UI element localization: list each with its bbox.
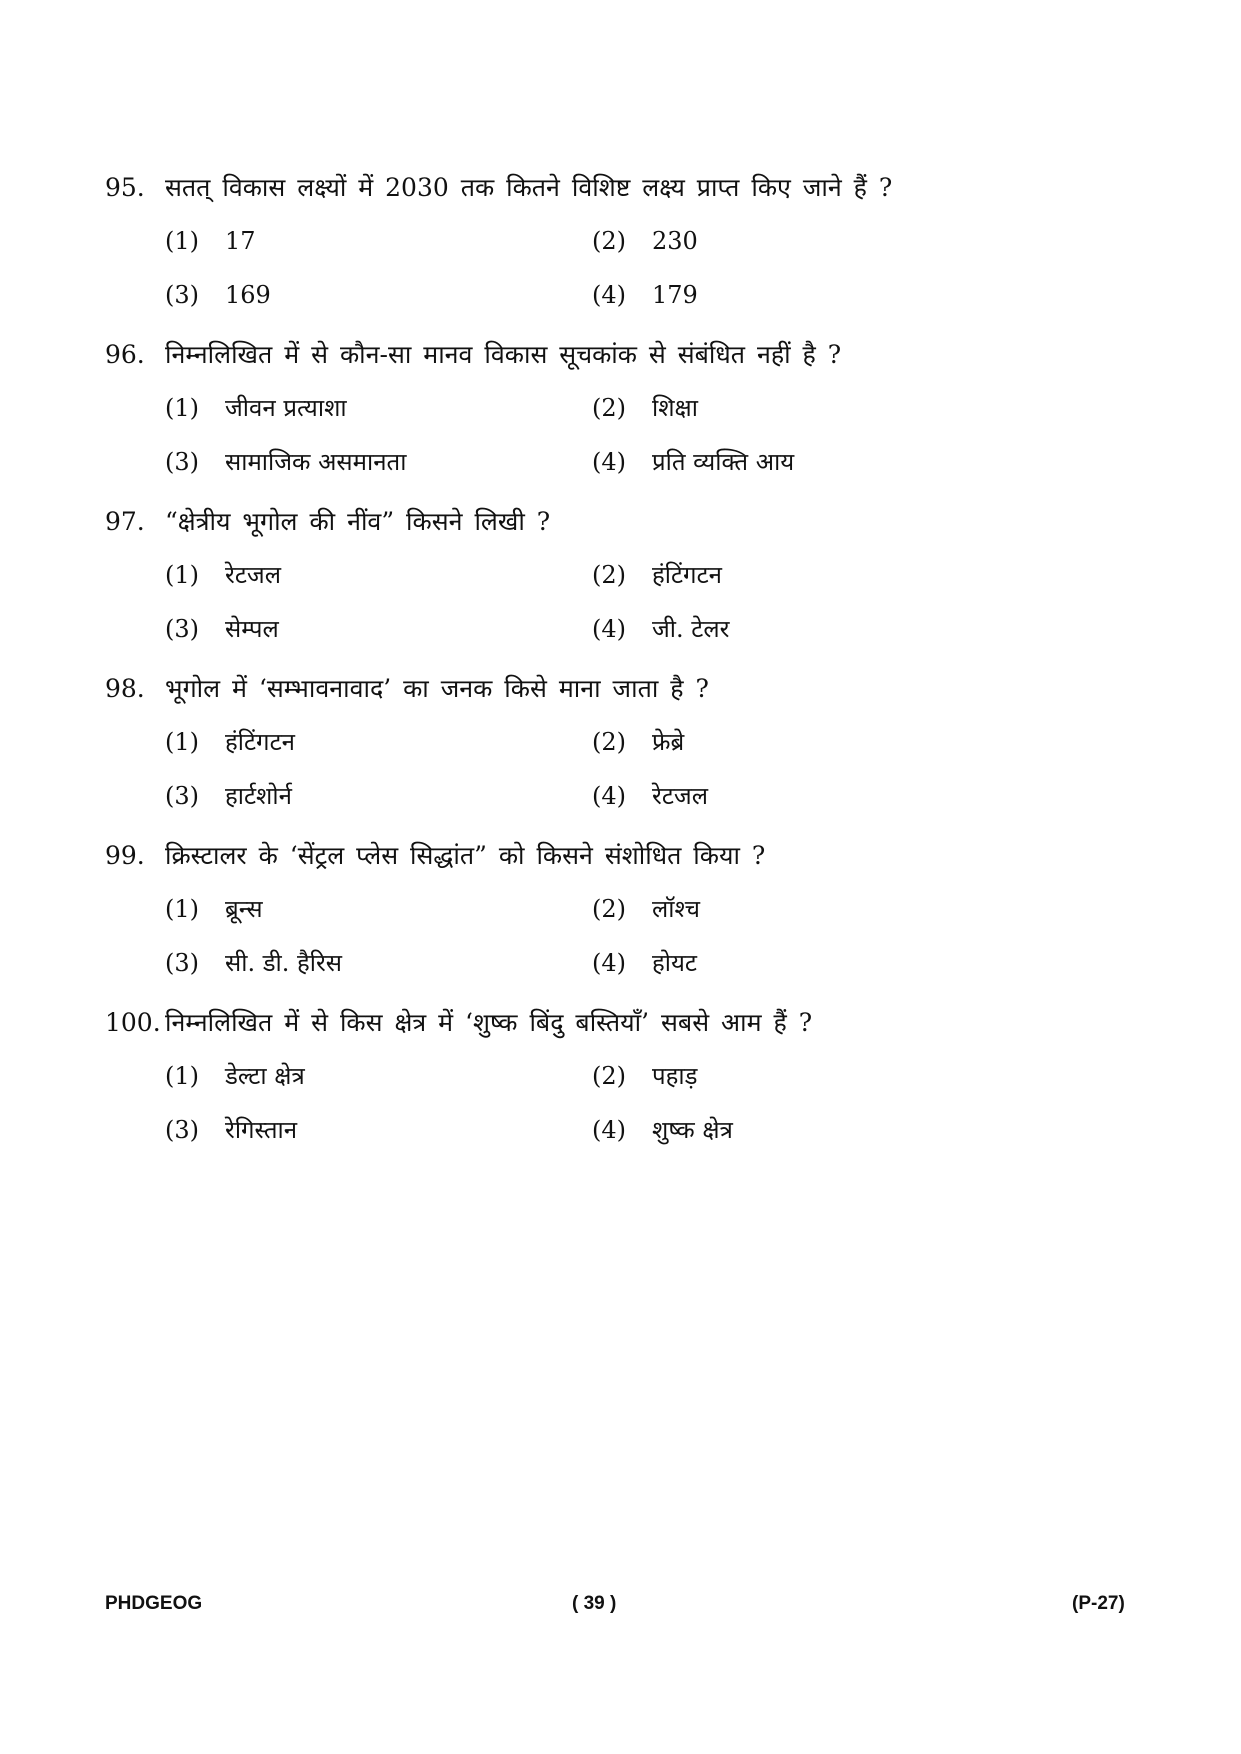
option [592, 548, 722, 602]
option [592, 882, 700, 936]
option [592, 1103, 733, 1157]
question-text: “क्षेत्रीय भूगोल की नींव” किसने लिखी ? [165, 507, 551, 536]
options-row [105, 1049, 1165, 1103]
option-text: जीवन प्रत्याशा [225, 394, 347, 422]
option-label: (2) [592, 227, 626, 255]
option [592, 936, 697, 990]
option [165, 214, 256, 268]
option-text: सेम्पल [225, 615, 279, 643]
option-text: डेल्टा क्षेत्र [225, 1062, 305, 1090]
option-text: शुष्क क्षेत्र [652, 1116, 733, 1144]
question-number: 100. [105, 1008, 161, 1037]
question-number: 98. [105, 674, 145, 703]
option-text: रेगिस्तान [225, 1116, 298, 1144]
option-text: ब्रून्स [225, 895, 263, 923]
option-label: (1) [165, 895, 199, 923]
option-text: शिक्षा [652, 394, 698, 422]
options-row [105, 936, 1165, 990]
option-text: सी. डी. हैरिस [225, 949, 343, 977]
options-row [105, 214, 1165, 268]
options-row [105, 268, 1165, 322]
option [592, 381, 698, 435]
option [165, 1049, 305, 1103]
question-stem [105, 669, 1165, 709]
question-99 [105, 836, 1165, 990]
option-label: (3) [165, 782, 199, 810]
option [592, 435, 794, 489]
option [592, 602, 729, 656]
option-label: (2) [592, 394, 626, 422]
option [165, 882, 263, 936]
option [165, 769, 292, 823]
options-row [105, 435, 1165, 489]
option-text: हार्टशोर्न [225, 782, 292, 810]
option-label: (2) [592, 561, 626, 589]
option-text: पहाड़ [652, 1062, 698, 1090]
option [165, 435, 406, 489]
option [592, 1049, 697, 1103]
option [592, 214, 698, 268]
question-text: सतत् विकास लक्ष्यों में 2030 तक कितने विशिष्ट लक्ष्य प्राप्त किए जाने हैं ? [165, 173, 893, 202]
option-text: फ्रेब्रे [652, 728, 685, 756]
question-text: निम्नलिखित में से किस क्षेत्र में ‘शुष्क बिंदु बस्तियाँ’ सबसे आम हैं ? [165, 1008, 813, 1037]
option-text: प्रति व्यक्ति आय [652, 448, 795, 476]
question-number: 97. [105, 507, 145, 536]
option-label: (2) [592, 1062, 626, 1090]
option-text: लॉश्च [652, 895, 700, 923]
option-label: (4) [592, 1116, 626, 1144]
option [165, 381, 347, 435]
question-stem [105, 1003, 1165, 1043]
question-97 [105, 502, 1165, 656]
page-number: ( 39 ) [572, 1593, 617, 1614]
option-label: (1) [165, 227, 199, 255]
option-label: (4) [592, 615, 626, 643]
option-label: (3) [165, 949, 199, 977]
question-stem [105, 836, 1165, 876]
options-row [105, 381, 1165, 435]
option-text: हंटिंगटन [652, 561, 722, 589]
question-98 [105, 669, 1165, 823]
option-label: (3) [165, 448, 199, 476]
option-label: (4) [592, 949, 626, 977]
option-text: हंटिंगटन [225, 728, 295, 756]
question-number: 96. [105, 340, 145, 369]
option-text: रेटजल [652, 782, 708, 810]
option [165, 1103, 297, 1157]
question-stem [105, 502, 1165, 542]
option-text: जी. टेलर [652, 615, 730, 643]
options-row [105, 715, 1165, 769]
options-row [105, 769, 1165, 823]
option-text: 179 [652, 281, 698, 309]
option [592, 268, 698, 322]
option-label: (1) [165, 728, 199, 756]
option-label: (3) [165, 615, 199, 643]
question-text: क्रिस्टालर के ‘सेंट्रल प्लेस सिद्धांत” को किसने संशोधित किया ? [165, 841, 766, 870]
option-label: (1) [165, 394, 199, 422]
options-row [105, 602, 1165, 656]
option-text: रेटजल [225, 561, 281, 589]
options-row [105, 548, 1165, 602]
option-text: 17 [225, 227, 256, 255]
option-text: होयट [652, 949, 697, 977]
option [592, 715, 684, 769]
option [592, 769, 708, 823]
options-row [105, 1103, 1165, 1157]
option [165, 268, 271, 322]
option-label: (2) [592, 895, 626, 923]
option-label: (4) [592, 281, 626, 309]
option [165, 602, 279, 656]
options-row [105, 882, 1165, 936]
question-100 [105, 1003, 1165, 1157]
question-text: भूगोल में ‘सम्भावनावाद’ का जनक किसे माना जाता है ? [165, 674, 709, 703]
question-95 [105, 168, 1165, 322]
option [165, 715, 295, 769]
question-number: 95. [105, 173, 145, 202]
option-text: 169 [225, 281, 271, 309]
option [165, 936, 342, 990]
option-label: (2) [592, 728, 626, 756]
option-label: (4) [592, 448, 626, 476]
question-96 [105, 335, 1165, 489]
option-label: (3) [165, 281, 199, 309]
option-label: (4) [592, 782, 626, 810]
question-number: 99. [105, 841, 145, 870]
option [165, 548, 281, 602]
question-stem [105, 168, 1165, 208]
paper-code: PHDGEOG [105, 1593, 203, 1614]
option-label: (1) [165, 1062, 199, 1090]
option-text: सामाजिक असमानता [225, 448, 407, 476]
question-stem [105, 335, 1165, 375]
option-text: 230 [652, 227, 698, 255]
option-label: (3) [165, 1116, 199, 1144]
question-text: निम्नलिखित में से कौन-सा मानव विकास सूचकांक से संबंधित नहीं है ? [165, 340, 842, 369]
option-label: (1) [165, 561, 199, 589]
paper-set: (P-27) [1072, 1593, 1125, 1614]
